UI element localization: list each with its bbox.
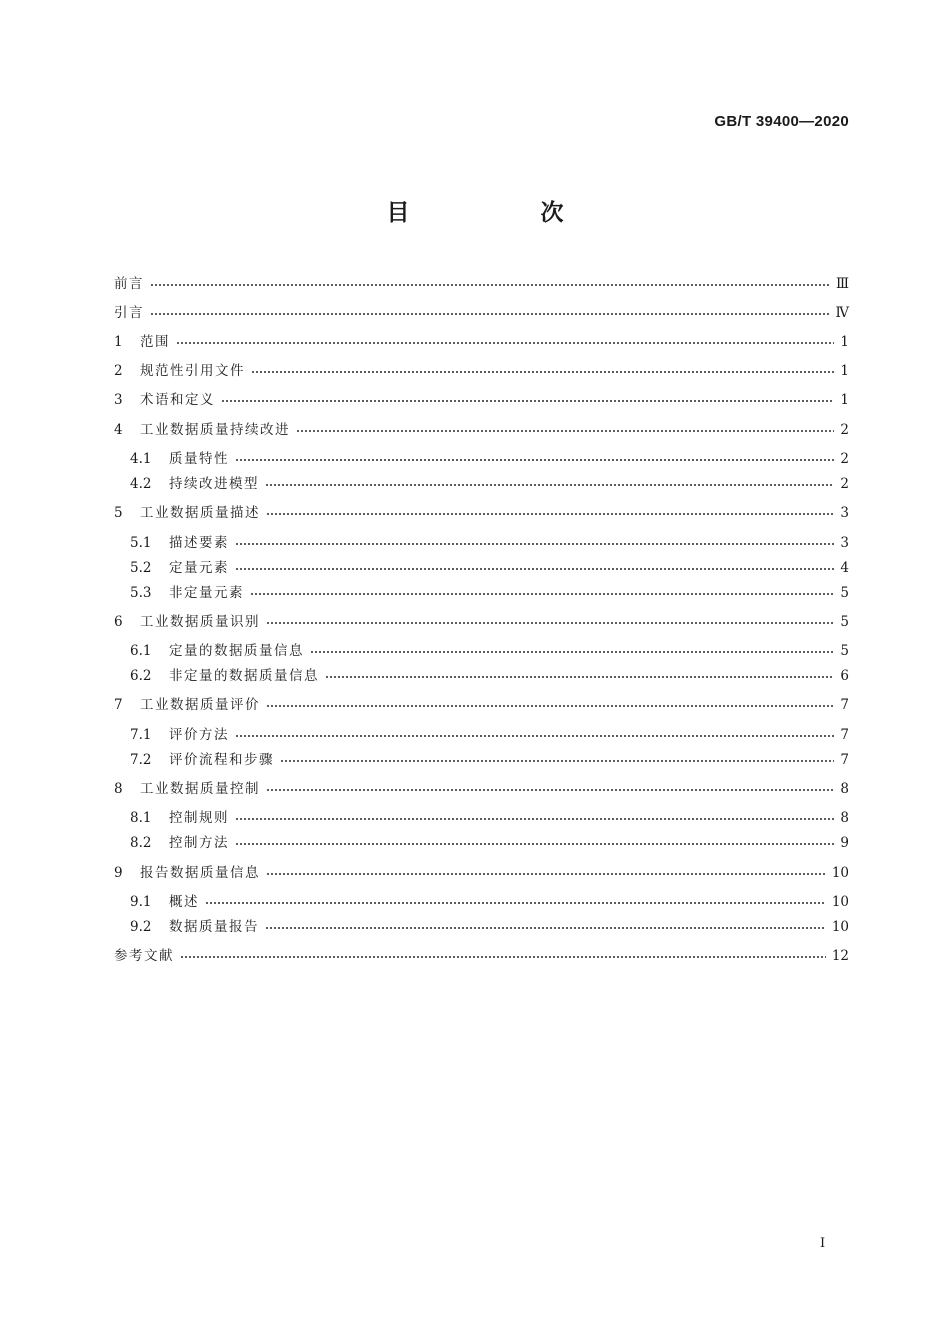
- toc-entry-label: 控制规则: [169, 810, 229, 826]
- toc-entry-page: 1: [840, 392, 849, 408]
- toc-entry-page: 1: [840, 363, 849, 379]
- dot-leader: [280, 750, 834, 770]
- dot-leader: [235, 833, 834, 853]
- toc-entry-page: 10: [831, 894, 849, 910]
- toc-entry-number: 5.3: [130, 585, 152, 601]
- toc-entry-label: 工业数据质量控制: [140, 781, 260, 797]
- toc-entry[interactable]: [130, 750, 849, 770]
- dot-leader: [221, 390, 834, 410]
- standard-code: GB/T 39400—2020: [714, 113, 849, 130]
- dot-leader: [251, 361, 834, 381]
- toc-entry-label: 非定量元素: [169, 585, 244, 601]
- toc-entry-label: 工业数据质量识别: [140, 614, 260, 630]
- dot-leader: [266, 779, 834, 799]
- toc-entry-label: 术语和定义: [140, 392, 215, 408]
- toc-entry-label: 评价方法: [169, 727, 229, 743]
- toc-entry-page: 3: [840, 535, 849, 551]
- toc-entry-number: 7.1: [130, 727, 152, 743]
- toc-entry-page: 8: [840, 781, 849, 797]
- toc-entry-number: 2: [114, 363, 123, 379]
- toc-entry[interactable]: [130, 725, 849, 745]
- toc-entry[interactable]: [114, 779, 849, 799]
- toc-entry-number: 7.2: [130, 752, 152, 768]
- toc-entry-number: 4.2: [130, 476, 152, 492]
- toc-entry-label: 评价流程和步骤: [169, 752, 274, 768]
- toc-entry-label: 控制方法: [169, 835, 229, 851]
- toc-entry[interactable]: [114, 420, 849, 440]
- dot-leader: [150, 274, 830, 294]
- toc-entry[interactable]: [130, 474, 849, 494]
- toc-entry-number: 4: [114, 422, 123, 438]
- toc-entry-page: 7: [840, 697, 849, 713]
- toc-entry[interactable]: [114, 303, 849, 323]
- toc-entry-label: 报告数据质量信息: [140, 865, 260, 881]
- toc-entry[interactable]: [130, 917, 849, 937]
- toc-entry[interactable]: [114, 274, 849, 294]
- dot-leader: [266, 612, 834, 632]
- toc-entry-label: 非定量的数据质量信息: [169, 668, 319, 684]
- toc-entry-number: 3: [114, 392, 123, 408]
- toc-entry-number: 9.1: [130, 894, 152, 910]
- toc-entry-page: 5: [840, 643, 849, 659]
- toc-entry[interactable]: [130, 558, 849, 578]
- toc-entry-label: 定量元素: [169, 560, 229, 576]
- toc-entry-page: 2: [840, 476, 849, 492]
- dot-leader: [150, 303, 830, 323]
- toc-entry-number: 6: [114, 614, 123, 630]
- dot-leader: [176, 332, 834, 352]
- toc-entry-label: 质量特性: [169, 451, 229, 467]
- dot-leader: [235, 533, 834, 553]
- toc-entry-number: 7: [114, 697, 123, 713]
- toc-entry-label: 描述要素: [169, 535, 229, 551]
- toc-entry[interactable]: [130, 641, 849, 661]
- dot-leader: [266, 863, 826, 883]
- toc-entry-page: 3: [840, 505, 849, 521]
- toc-entry-number: 5: [114, 505, 123, 521]
- toc-entry-number: 6.1: [130, 643, 152, 659]
- toc-entry-label: 概述: [169, 894, 199, 910]
- toc-entry-number: 1: [114, 334, 123, 350]
- dot-leader: [310, 641, 834, 661]
- toc-entry[interactable]: [130, 533, 849, 553]
- toc-entry-page: 12: [831, 948, 849, 964]
- toc-entry-number: 8.1: [130, 810, 152, 826]
- dot-leader: [250, 583, 834, 603]
- toc-entry-page: 10: [831, 919, 849, 935]
- dot-leader: [235, 558, 834, 578]
- toc-entry-number: 5.2: [130, 560, 152, 576]
- toc-entry-page: 7: [840, 752, 849, 768]
- toc-entry-number: 4.1: [130, 451, 152, 467]
- toc-entry[interactable]: [114, 361, 849, 381]
- toc-entry-label: 工业数据质量持续改进: [140, 422, 290, 438]
- toc-entry-label: 范围: [140, 334, 170, 350]
- toc-entry-page: 2: [840, 451, 849, 467]
- dot-leader: [235, 808, 834, 828]
- toc-entry-label: 定量的数据质量信息: [169, 643, 304, 659]
- toc-entry-label: 数据质量报告: [169, 919, 259, 935]
- toc-entry-page: Ⅳ: [835, 305, 849, 321]
- toc-entry-page: 5: [840, 614, 849, 630]
- dot-leader: [205, 892, 826, 912]
- toc-entry-label: 工业数据质量描述: [140, 505, 260, 521]
- toc-entry-label: 工业数据质量评价: [140, 697, 260, 713]
- dot-leader: [265, 917, 826, 937]
- toc-entry-number: 9: [114, 865, 123, 881]
- toc-entry-label: 规范性引用文件: [140, 363, 245, 379]
- toc-entry-label: 引言: [114, 305, 144, 321]
- dot-leader: [235, 449, 834, 469]
- toc-entry-label: 前言: [114, 276, 144, 292]
- dot-leader: [325, 666, 834, 686]
- dot-leader: [266, 503, 834, 523]
- toc-entry[interactable]: [130, 892, 849, 912]
- dot-leader: [296, 420, 834, 440]
- toc-entry-page: 5: [840, 585, 849, 601]
- toc-entry[interactable]: [130, 666, 849, 686]
- toc-entry-page: 10: [831, 865, 849, 881]
- toc-entry-number: 9.2: [130, 919, 152, 935]
- toc-entry-page: Ⅲ: [835, 276, 849, 292]
- toc-entry-page: 1: [840, 334, 849, 350]
- toc-entry[interactable]: [114, 390, 849, 410]
- toc-entry-number: 6.2: [130, 668, 152, 684]
- toc-entry-page: 2: [840, 422, 849, 438]
- toc-entry-number: 8: [114, 781, 123, 797]
- dot-leader: [266, 695, 834, 715]
- toc-entry[interactable]: [114, 503, 849, 523]
- toc-entry[interactable]: [130, 808, 849, 828]
- toc-entry[interactable]: [114, 612, 849, 632]
- toc-entry[interactable]: [130, 583, 849, 603]
- toc-entry[interactable]: [114, 695, 849, 715]
- dot-leader: [180, 946, 826, 966]
- toc-entry-page: 8: [840, 810, 849, 826]
- toc-entry-number: 5.1: [130, 535, 152, 551]
- toc-entry-page: 7: [840, 727, 849, 743]
- dot-leader: [265, 474, 834, 494]
- toc-entry-label: 参考文献: [114, 948, 174, 964]
- toc-entry-page: 6: [840, 668, 849, 684]
- dot-leader: [235, 725, 834, 745]
- toc-entry[interactable]: [130, 833, 849, 853]
- toc-entry-number: 8.2: [130, 835, 152, 851]
- toc-entry-label: 持续改进模型: [169, 476, 259, 492]
- toc-entry-page: 9: [840, 835, 849, 851]
- toc-entry[interactable]: [114, 863, 849, 883]
- toc-entry[interactable]: [130, 449, 849, 469]
- toc-entry[interactable]: [114, 946, 849, 966]
- page-title: 目 次: [386, 200, 618, 226]
- toc-entry-page: 4: [840, 560, 849, 576]
- page-number: Ⅰ: [820, 1236, 826, 1251]
- toc-entry[interactable]: [114, 332, 849, 352]
